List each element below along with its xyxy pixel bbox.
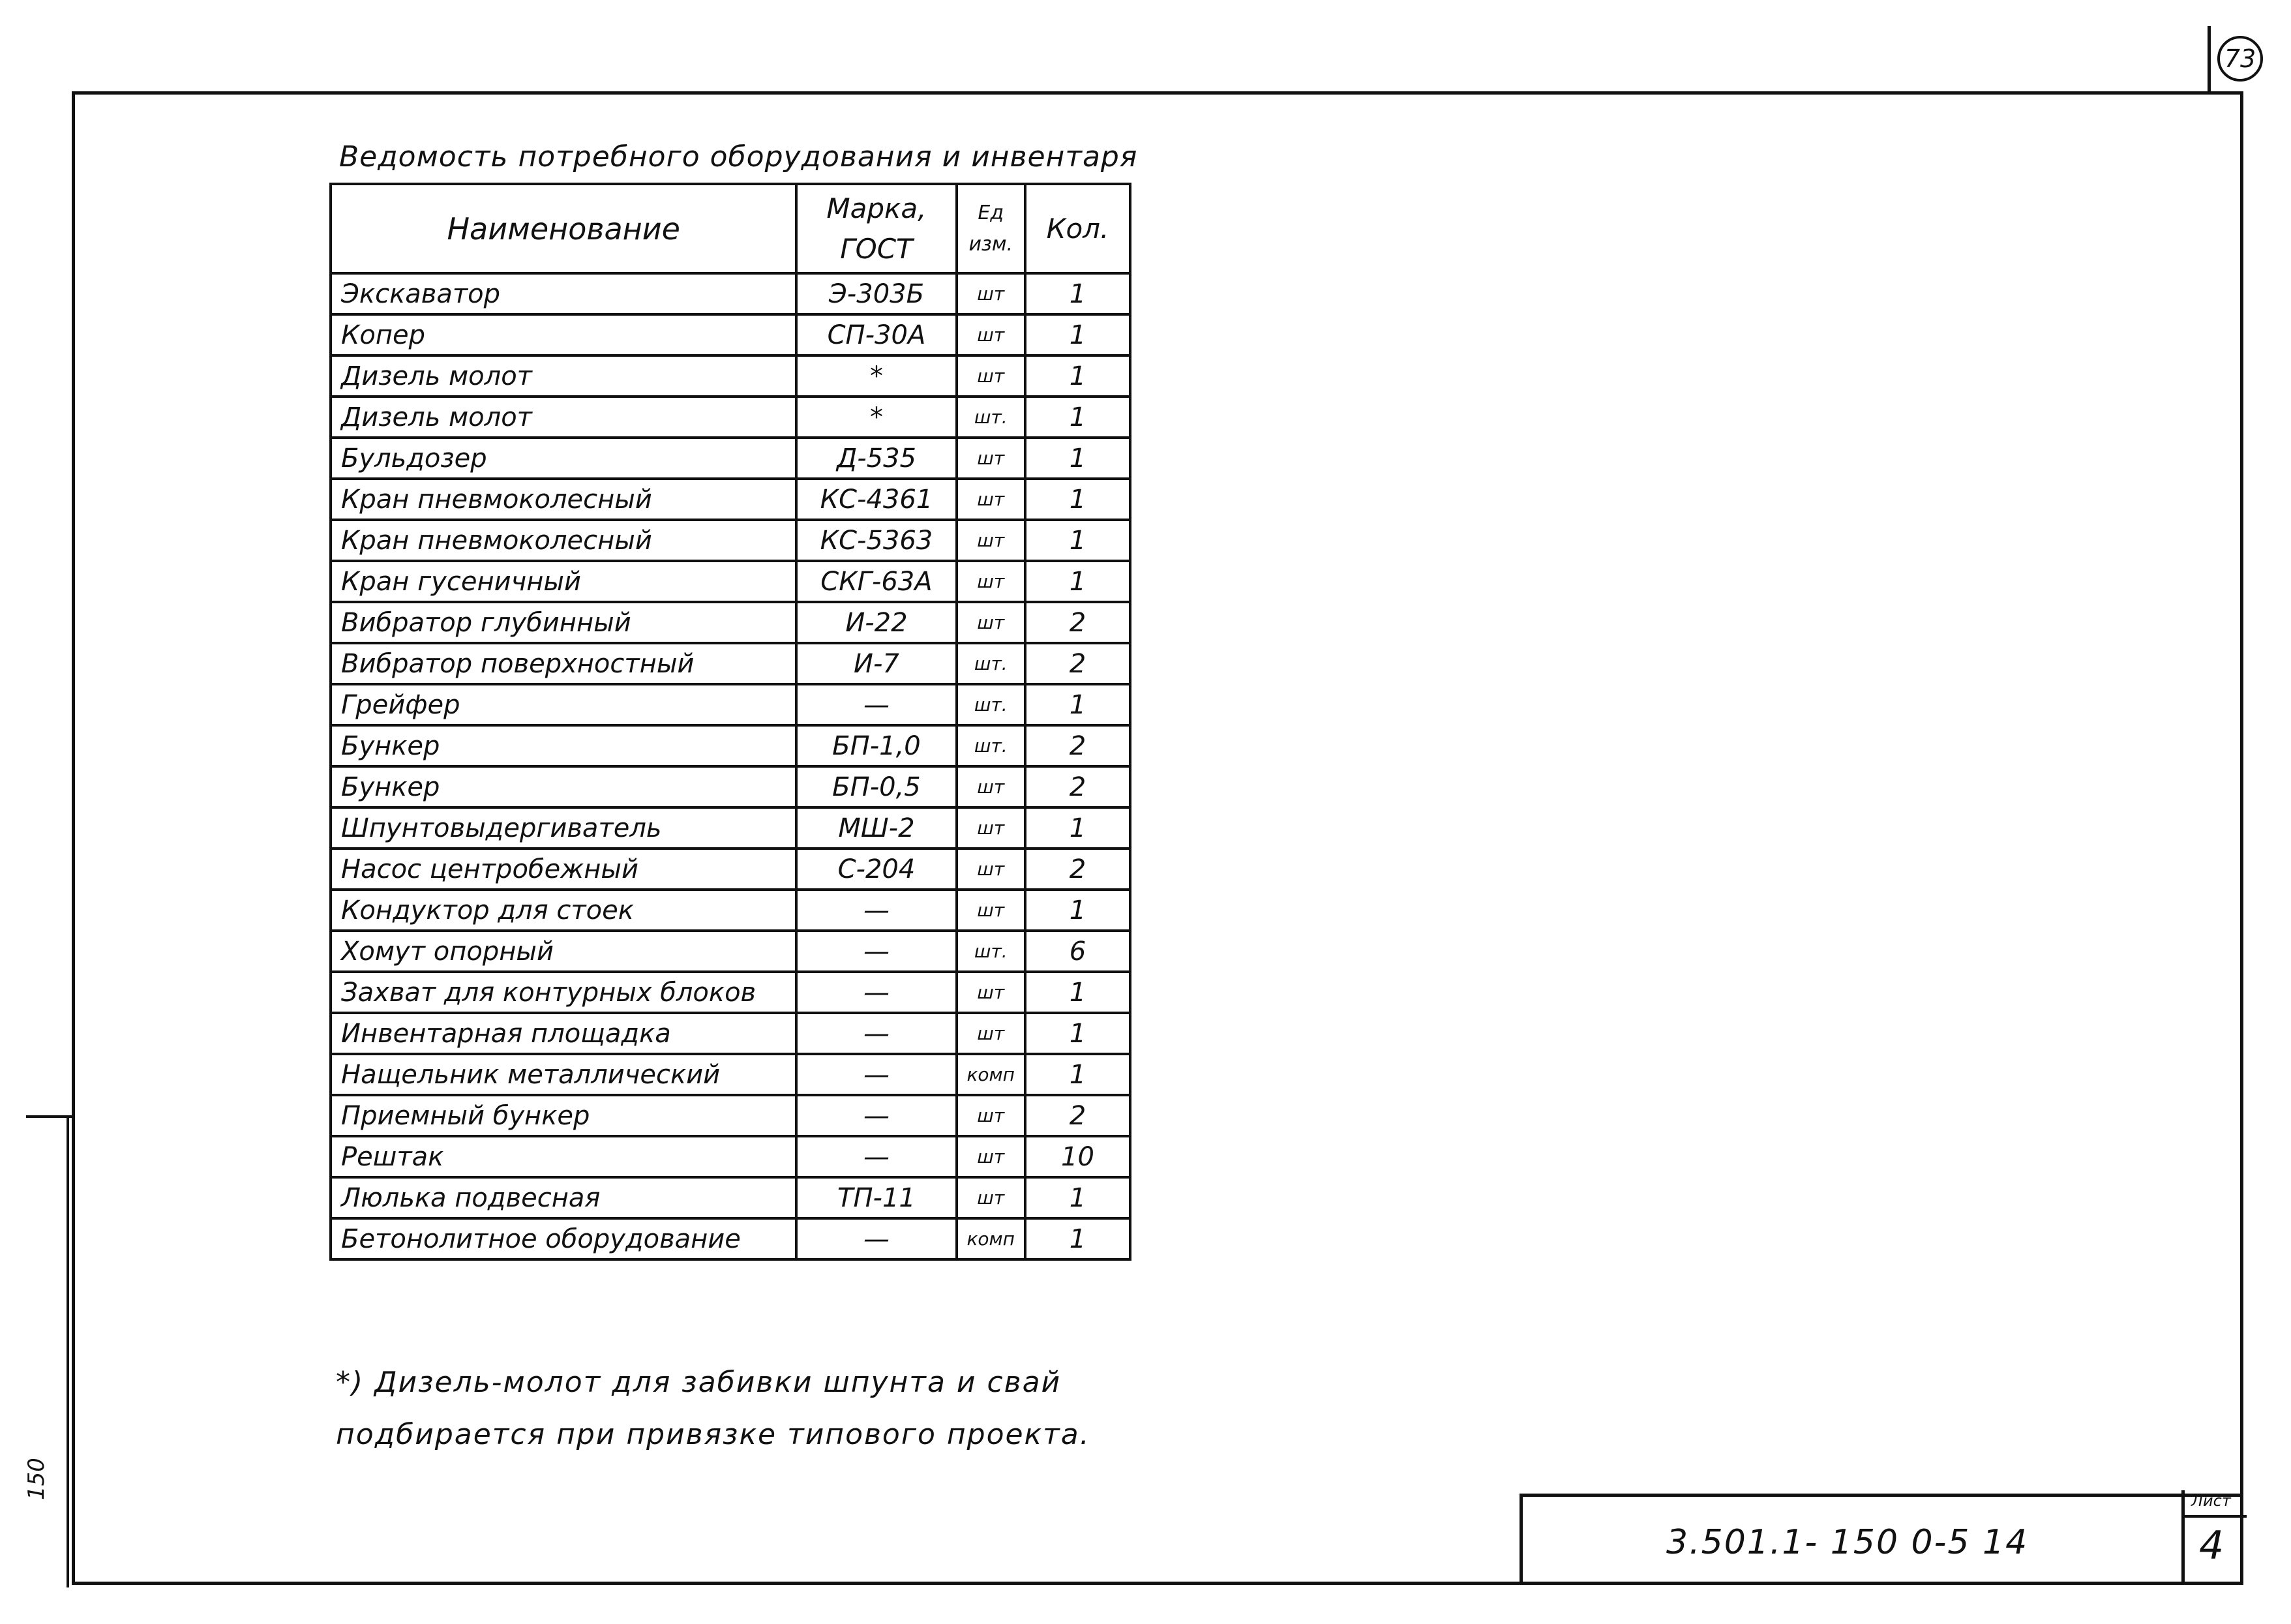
cell-unit: шт <box>957 355 1025 397</box>
cell-name: Хомут опорный <box>331 931 796 972</box>
cell-name: Дизель молот <box>331 355 796 397</box>
cell-mark: — <box>796 1013 956 1054</box>
cell-name: Нащельник металлический <box>331 1054 796 1095</box>
cell-name: Бункер <box>331 766 796 807</box>
cell-name: Дизель молот <box>331 397 796 438</box>
cell-unit: шт <box>957 602 1025 643</box>
cell-qty: 6 <box>1025 931 1130 972</box>
cell-mark: БП-0,5 <box>796 766 956 807</box>
cell-qty: 1 <box>1025 972 1130 1013</box>
cell-mark: КС-5363 <box>796 520 956 561</box>
cell-unit: шт <box>957 438 1025 479</box>
cell-name: Бункер <box>331 725 796 766</box>
cell-qty: 1 <box>1025 890 1130 931</box>
cell-qty: 2 <box>1025 766 1130 807</box>
table-row <box>331 602 1130 643</box>
cell-qty: 1 <box>1025 273 1130 314</box>
document-code: 3.501.1- 150 0-5 14 <box>1666 1523 2029 1562</box>
footnote-line1: *) Дизель-молот для забивки шпунта и свай <box>336 1366 1062 1399</box>
header-mark <box>796 184 956 273</box>
cell-name: Кран пневмоколесный <box>331 479 796 520</box>
cell-qty: 1 <box>1025 1177 1130 1218</box>
cell-unit: шт <box>957 520 1025 561</box>
cell-qty: 1 <box>1025 1013 1130 1054</box>
cell-qty: 1 <box>1025 1218 1130 1259</box>
cell-mark: * <box>796 397 956 438</box>
cell-unit: шт <box>957 1177 1025 1218</box>
cell-mark: — <box>796 684 956 725</box>
title-block-stamp <box>1520 1494 2243 1585</box>
header-mark-line2: ГОСТ <box>840 232 913 265</box>
cell-unit: шт <box>957 561 1025 602</box>
cell-mark: КС-4361 <box>796 479 956 520</box>
cell-unit: шт. <box>957 931 1025 972</box>
cell-qty: 1 <box>1025 807 1130 849</box>
document-title: Ведомость потребного оборудования и инвентаря <box>339 140 1138 173</box>
cell-unit: комп <box>957 1054 1025 1095</box>
cell-qty: 1 <box>1025 479 1130 520</box>
cell-name: Захват для контурных блоков <box>331 972 796 1013</box>
table-row <box>331 725 1130 766</box>
table-row <box>331 972 1130 1013</box>
header-unit-line2: изм. <box>968 232 1013 256</box>
cell-qty: 2 <box>1025 849 1130 890</box>
cell-unit: шт. <box>957 643 1025 684</box>
cell-unit: шт <box>957 1136 1025 1177</box>
cell-name: Бетонолитное оборудование <box>331 1218 796 1259</box>
cell-qty: 2 <box>1025 725 1130 766</box>
table-row <box>331 1177 1130 1218</box>
table-row <box>331 479 1130 520</box>
cell-mark: * <box>796 355 956 397</box>
header-name: Наименование <box>331 184 796 273</box>
cell-unit: комп <box>957 1218 1025 1259</box>
cell-unit: шт. <box>957 684 1025 725</box>
cell-qty: 2 <box>1025 1095 1130 1136</box>
footnote <box>336 1357 1090 1461</box>
table-row <box>331 1013 1130 1054</box>
cell-mark: ТП-11 <box>796 1177 956 1218</box>
cell-name: Кондуктор для стоек <box>331 890 796 931</box>
cell-name: Люлька подвесная <box>331 1177 796 1218</box>
cell-mark: — <box>796 890 956 931</box>
table-row <box>331 643 1130 684</box>
cell-unit: шт. <box>957 725 1025 766</box>
cell-name: Грейфер <box>331 684 796 725</box>
cell-name: Вибратор глубинный <box>331 602 796 643</box>
header-qty: Кол. <box>1025 184 1130 273</box>
sheet-number: 4 <box>2199 1523 2224 1569</box>
table-row <box>331 1218 1130 1259</box>
cell-mark: БП-1,0 <box>796 725 956 766</box>
cell-mark: МШ-2 <box>796 807 956 849</box>
table-row <box>331 766 1130 807</box>
cell-unit: шт <box>957 314 1025 355</box>
table-row <box>331 561 1130 602</box>
cell-mark: — <box>796 1136 956 1177</box>
cell-qty: 2 <box>1025 602 1130 643</box>
sheet-label: Лист <box>2191 1492 2231 1510</box>
cell-mark: СКГ-63А <box>796 561 956 602</box>
table-header-row <box>331 184 1130 273</box>
table-row <box>331 520 1130 561</box>
table-row <box>331 931 1130 972</box>
margin-number: 150 <box>23 1458 50 1500</box>
table-row <box>331 1095 1130 1136</box>
cell-mark: СП-30А <box>796 314 956 355</box>
cell-mark: Д-535 <box>796 438 956 479</box>
cell-unit: шт. <box>957 397 1025 438</box>
cell-unit: шт <box>957 849 1025 890</box>
table-row <box>331 438 1130 479</box>
cell-unit: шт <box>957 1095 1025 1136</box>
cell-unit: шт <box>957 479 1025 520</box>
cell-qty: 1 <box>1025 438 1130 479</box>
cell-unit: шт <box>957 972 1025 1013</box>
cell-name: Копер <box>331 314 796 355</box>
table-body <box>331 273 1130 1259</box>
cell-unit: шт <box>957 766 1025 807</box>
cell-qty: 1 <box>1025 1054 1130 1095</box>
cell-name: Экскаватор <box>331 273 796 314</box>
cell-mark: И-22 <box>796 602 956 643</box>
cell-mark: И-7 <box>796 643 956 684</box>
cell-mark: — <box>796 1218 956 1259</box>
cell-qty: 1 <box>1025 520 1130 561</box>
cell-name: Насос центробежный <box>331 849 796 890</box>
table-row <box>331 807 1130 849</box>
header-unit <box>957 184 1025 273</box>
table-row <box>331 684 1130 725</box>
cell-name: Кран пневмоколесный <box>331 520 796 561</box>
cell-qty: 2 <box>1025 643 1130 684</box>
cell-qty: 1 <box>1025 684 1130 725</box>
sheet-divider <box>2185 1515 2247 1518</box>
table-row <box>331 314 1130 355</box>
footnote-line2: подбирается при привязке типового проекта. <box>336 1418 1090 1451</box>
table-row <box>331 273 1130 314</box>
header-mark-line1: Марка, <box>826 192 927 224</box>
header-unit-line1: Ед <box>978 201 1004 224</box>
table-row <box>331 1136 1130 1177</box>
table-row <box>331 355 1130 397</box>
equipment-table <box>329 183 1131 1261</box>
cell-mark: — <box>796 931 956 972</box>
frame-corner-tick <box>2208 26 2211 91</box>
page-number-circle: 73 <box>2217 36 2263 82</box>
cell-qty: 1 <box>1025 397 1130 438</box>
cell-name: Приемный бункер <box>331 1095 796 1136</box>
table-row <box>331 849 1130 890</box>
cell-mark: — <box>796 972 956 1013</box>
cell-qty: 10 <box>1025 1136 1130 1177</box>
cell-unit: шт <box>957 273 1025 314</box>
cell-name: Рештак <box>331 1136 796 1177</box>
cell-qty: 1 <box>1025 314 1130 355</box>
cell-mark: — <box>796 1054 956 1095</box>
sheet-box <box>2181 1490 2243 1585</box>
cell-unit: шт <box>957 807 1025 849</box>
cell-mark: Э-303Б <box>796 273 956 314</box>
table-row <box>331 890 1130 931</box>
table-row <box>331 1054 1130 1095</box>
left-margin-strip <box>26 1115 72 1585</box>
table-row <box>331 397 1130 438</box>
cell-name: Вибратор поверхностный <box>331 643 796 684</box>
cell-qty: 1 <box>1025 561 1130 602</box>
cell-name: Кран гусеничный <box>331 561 796 602</box>
cell-unit: шт <box>957 890 1025 931</box>
cell-name: Инвентарная площадка <box>331 1013 796 1054</box>
cell-qty: 1 <box>1025 355 1130 397</box>
cell-mark: С-204 <box>796 849 956 890</box>
cell-mark: — <box>796 1095 956 1136</box>
cell-name: Шпунтовыдергиватель <box>331 807 796 849</box>
cell-name: Бульдозер <box>331 438 796 479</box>
cell-unit: шт <box>957 1013 1025 1054</box>
margin-line <box>67 1118 69 1587</box>
